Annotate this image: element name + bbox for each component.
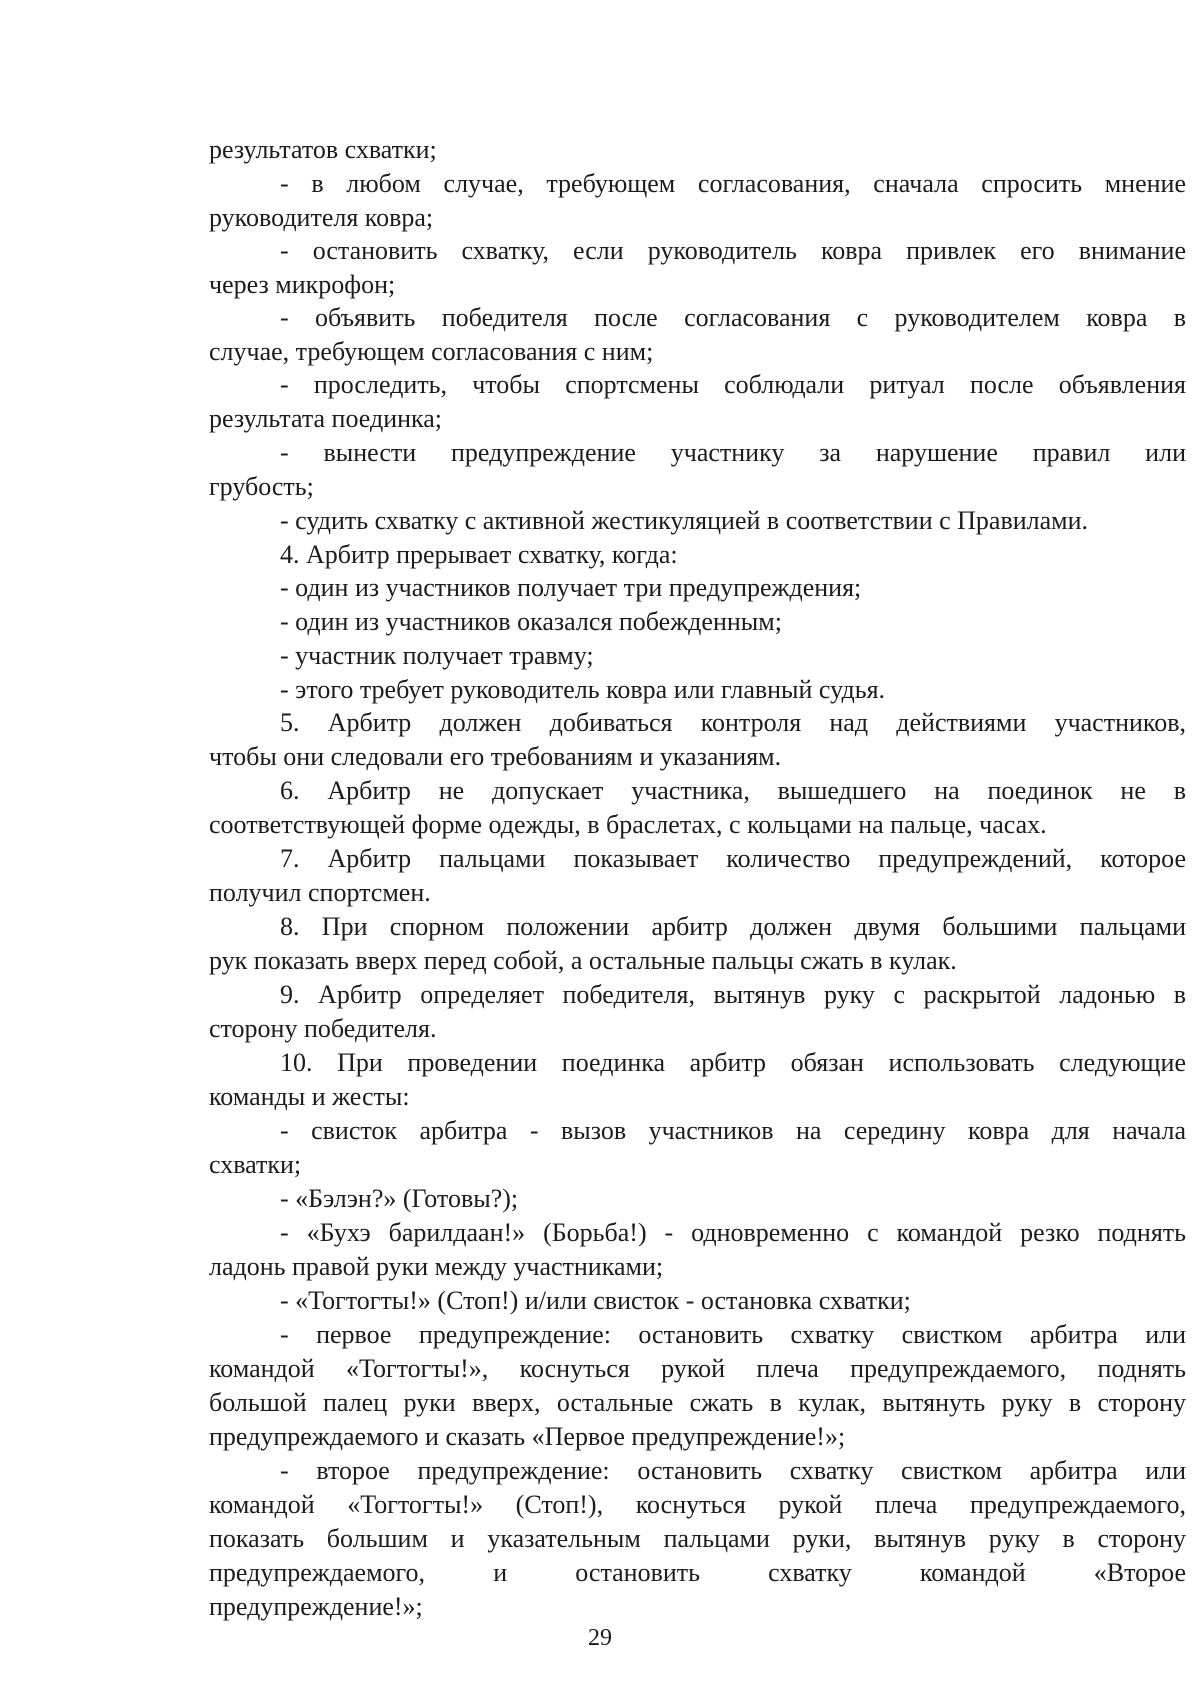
text-line: - проследить, чтобы спортсмены соблюдали ритуал после объявления (280, 370, 1186, 399)
text-line: - свисток арбитра - вызов участников на середину ковра для начала (280, 1116, 1186, 1145)
text-line: - судить схватку с активной жестикуляцией в соответствии с Правилами. (280, 506, 1089, 535)
text-line: - в любом случае, требующем согласования, сначала спросить мнение (280, 169, 1186, 198)
text-line: рук показать вверх перед собой, а остальные пальцы сжать в кулак. (209, 946, 957, 975)
text-line: 5. Арбитр должен добиваться контроля над действиями участников, (280, 708, 1186, 737)
text-line: результатов схватки; (209, 135, 437, 164)
text-line: руководителя ковра; (209, 203, 434, 232)
text-line: 8. При спорном положении арбитр должен двумя большими пальцами (280, 912, 1186, 941)
text-line: - «Бухэ барилдаан!» (Борьба!) - одновременно с командой резко поднять (280, 1218, 1186, 1247)
text-line: показать большим и указательным пальцами руки, вытянув руку в сторону (209, 1524, 1186, 1553)
text-line: 9. Арбитр определяет победителя, вытянув руку с раскрытой ладонью в (280, 980, 1186, 1009)
text-line: сторону победителя. (209, 1014, 437, 1043)
text-line: командой «Тогтогты!» (Стоп!), коснуться рукой плеча предупреждаемого, (209, 1490, 1186, 1519)
text-line: 6. Арбитр не допускает участника, вышедшего на поединок не в (280, 776, 1186, 805)
text-line: командой «Тогтогты!», коснуться рукой плеча предупреждаемого, поднять (209, 1354, 1186, 1383)
text-line: 10. При проведении поединка арбитр обязан использовать следующие (280, 1048, 1186, 1077)
text-line: случае, требующем согласования с ним; (209, 337, 654, 366)
text-line: - «Тогтогты!» (Стоп!) и/или свисток - остановка схватки; (280, 1286, 911, 1315)
text-line: ладонь правой руки между участниками; (209, 1252, 664, 1281)
text-line: - второе предупреждение: остановить схватку свистком арбитра или (280, 1456, 1186, 1485)
text-line: чтобы они следовали его требованиям и указаниям. (209, 742, 782, 771)
text-line: 7. Арбитр пальцами показывает количество предупреждений, которое (280, 844, 1186, 873)
text-line: - этого требует руководитель ковра или главный судья. (280, 675, 886, 704)
text-line: команды и жесты: (209, 1082, 410, 1111)
text-line: - «Бэлэн?» (Готовы?); (280, 1184, 519, 1213)
text-line: получил спортсмен. (209, 878, 431, 907)
text-line: через микрофон; (209, 270, 396, 299)
text-line: предупреждаемого и сказать «Первое предупреждение!»; (209, 1422, 846, 1451)
text-line: - участник получает травму; (280, 641, 594, 670)
text-line: - первое предупреждение: остановить схватку свистком арбитра или (280, 1320, 1186, 1349)
text-line: предупреждение!»; (209, 1592, 423, 1621)
text-line: большой палец руки вверх, остальные сжать в кулак, вытянуть руку в сторону (209, 1388, 1186, 1417)
text-line: - остановить схватку, если руководитель ковра привлек его внимание (280, 236, 1186, 265)
text-line: грубость; (209, 472, 314, 501)
text-line: результата поединка; (209, 404, 443, 433)
text-line: предупреждаемого, и остановить схватку командой «Второе (209, 1558, 1186, 1587)
page-number: 29 (588, 1625, 612, 1651)
text-line: 4. Арбитр прерывает схватку, когда: (280, 540, 678, 569)
text-line: - один из участников оказался побежденным; (280, 607, 782, 636)
text-line: - один из участников получает три предупреждения; (280, 573, 862, 602)
text-line: - вынести предупреждение участнику за нарушение правил или (280, 438, 1186, 467)
text-line: соответствующей форме одежды, в браслетах, с кольцами на пальце, часах. (209, 810, 1047, 839)
text-line: схватки; (209, 1150, 302, 1179)
text-line: - объявить победителя после согласования с руководителем ковра в (280, 303, 1186, 332)
